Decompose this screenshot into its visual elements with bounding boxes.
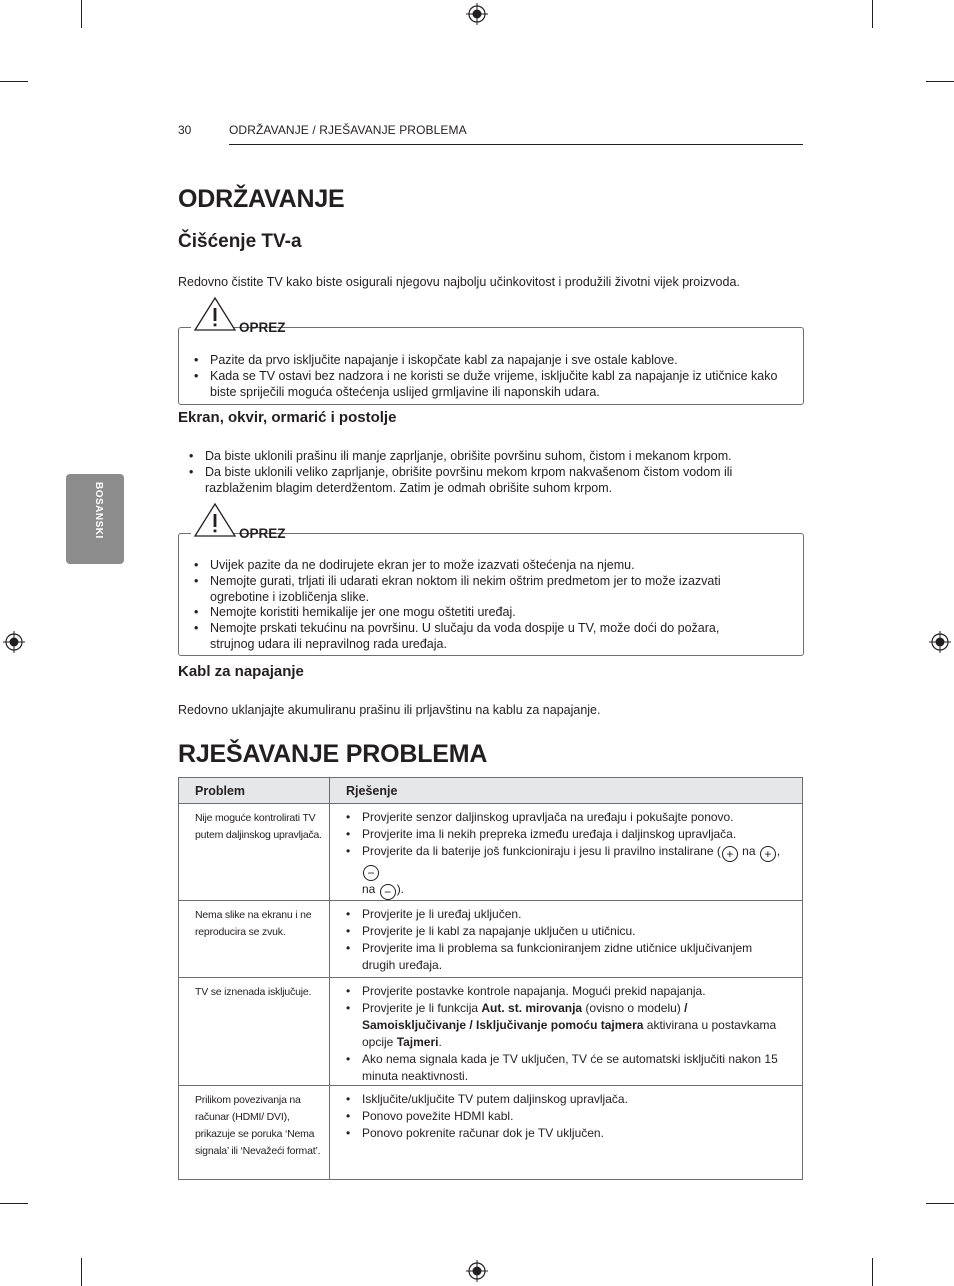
problem-cell: TV se iznenada isključuje. [179, 978, 330, 1086]
solution-cell [330, 804, 803, 901]
table-row [179, 1086, 803, 1180]
list-item: • Provjerite postavke kontrole napajanja. Mogući prekid napajanja. [346, 983, 786, 1000]
caution-header [191, 510, 286, 544]
problem-cell: Nije moguće kontrolirati TV putem daljinskog upravljača. [179, 804, 330, 901]
crop-mark [81, 0, 82, 28]
list-item: • Provjerite je li uređaj uključen. [346, 906, 786, 923]
list-item: • Provjerite je li funkcija Aut. st. mirovanja (ovisno o modelu) / Samoisključivanje / Isključivanje pomoću tajmera aktivirana u postavkama opcije Tajmeri. [346, 1000, 786, 1051]
running-title: ODRŽAVANJE / RJEŠAVANJE PROBLEMA [229, 123, 467, 137]
list-item: • Ponovo povežite HDMI kabl. [346, 1108, 786, 1125]
list-item: • Provjerite ima li problema sa funkcioniranjem zidne utičnice uključivanjem drugih uređaja. [346, 940, 786, 974]
list-item: • Uvijek pazite da ne dodirujete ekran jer to može izazvati oštećenja na njemu. [194, 558, 764, 574]
table-row [179, 804, 803, 901]
list-item: • Ponovo pokrenite računar dok je TV uključen. [346, 1125, 786, 1142]
solution-cell [330, 901, 803, 978]
table-row [179, 901, 803, 978]
crop-mark [0, 81, 28, 82]
page-number: 30 [178, 123, 192, 137]
crop-mark [81, 1258, 82, 1286]
section-title-maintenance: ODRŽAVANJE [178, 185, 345, 213]
caution-box [178, 320, 804, 405]
caution-box [178, 526, 804, 656]
list-item: • Ako nema signala kada je TV uključen, TV će se automatski isključiti nakon 15 minuta neaktivnosti. [346, 1051, 786, 1085]
caution-header [191, 304, 286, 338]
column-header-problem: Problem [179, 778, 330, 804]
language-tab-label: BOSANSKI [93, 482, 104, 539]
list-item: • Nemojte prskati tekućinu na površinu. U slučaju da voda dospije u TV, može doći do požara, strujnog udara ili nepravilnog rada uređaja. [194, 621, 764, 653]
subheading-screen: Ekran, okvir, ormarić i postolje [178, 409, 397, 426]
subsection-title-cleaning: Čišćenje TV-a [178, 231, 302, 252]
power-cable-text: Redovno uklanjajte akumuliranu prašinu ili prljavštinu na kablu za napajanje. [178, 703, 601, 717]
list-item: • Kada se TV ostavi bez nadzora i ne koristi se duže vrijeme, isključite kabl za napajanje iz utičnice kako biste spriječili moguća oštećenja uslijed grmljavine ili naponskih udara. [194, 369, 784, 401]
list-item: • Da biste uklonili prašinu ili manje zaprljanje, obrišite površinu suhom, čistom i mekanom krpom. [189, 449, 779, 465]
caution-list [194, 558, 764, 653]
crop-mark [926, 81, 954, 82]
list-item: • Provjerite senzor daljinskog upravljača na uređaju i pokušajte ponovo. [346, 809, 786, 826]
caution-label: OPREZ [239, 320, 286, 335]
minus-icon: − [363, 865, 379, 881]
registration-mark-icon [929, 631, 951, 653]
list-item: • Pazite da prvo isključite napajanje i iskopčate kabl za napajanje i sve ostale kablove. [194, 353, 784, 369]
plus-icon: + [760, 846, 776, 862]
cleaning-intro: Redovno čistite TV kako biste osigurali njegovu najbolju učinkovitost i produžili životni vijek proizvoda. [178, 275, 740, 289]
solution-cell [330, 1086, 803, 1180]
plus-icon: + [722, 846, 738, 862]
warning-triangle-icon [193, 502, 237, 538]
crop-mark [872, 0, 873, 28]
list-item: • Da biste uklonili veliko zaprljanje, obrišite površinu mekom krpom nakvašenom čistom vodom ili razblaženim blagim deterdžentom. Zatim je odmah obrišite suhom krpom. [189, 465, 779, 497]
table-header-row [179, 778, 803, 804]
problem-cell: Nema slike na ekranu i ne reproducira se zvuk. [179, 901, 330, 978]
list-item: • Nemojte koristiti hemikalije jer one mogu oštetiti uređaj. [194, 605, 764, 621]
section-title-troubleshooting: RJEŠAVANJE PROBLEMA [178, 740, 488, 768]
list-item: • Provjerite ima li nekih prepreka između uređaja i daljinskog upravljača. [346, 826, 786, 843]
header-rule [229, 144, 803, 145]
language-tab [66, 474, 124, 564]
solution-cell [330, 978, 803, 1086]
caution-label: OPREZ [239, 526, 286, 541]
subheading-power-cable: Kabl za napajanje [178, 663, 304, 680]
problem-cell: Prilikom povezivanja na računar (HDMI/ DVI), prikazuje se poruka ‘Nema signala’ ili ‘Nevažeći format’. [179, 1086, 330, 1180]
warning-triangle-icon [193, 296, 237, 332]
caution-list [194, 353, 784, 400]
list-item: • Provjerite da li baterije još funkcioniraju i jesu li pravilno instalirane ( + na + , − na − ). [346, 843, 786, 900]
crop-mark [872, 1258, 873, 1286]
list-item: • Nemojte gurati, trljati ili udarati ekran noktom ili nekim oštrim predmetom jer to može izazvati ogrebotine i izobličenja slike. [194, 574, 764, 606]
table-row [179, 978, 803, 1086]
crop-mark [926, 1203, 954, 1204]
troubleshooting-table [178, 777, 803, 1180]
registration-mark-icon [466, 3, 488, 25]
screen-cleaning-list [189, 449, 779, 496]
minus-icon: − [380, 884, 396, 900]
column-header-solution: Rješenje [330, 778, 803, 804]
registration-mark-icon [3, 631, 25, 653]
crop-mark [0, 1203, 28, 1204]
registration-mark-icon [466, 1260, 488, 1282]
list-item: • Isključite/uključite TV putem daljinskog upravljača. [346, 1091, 786, 1108]
list-item: • Provjerite je li kabl za napajanje uključen u utičnicu. [346, 923, 786, 940]
